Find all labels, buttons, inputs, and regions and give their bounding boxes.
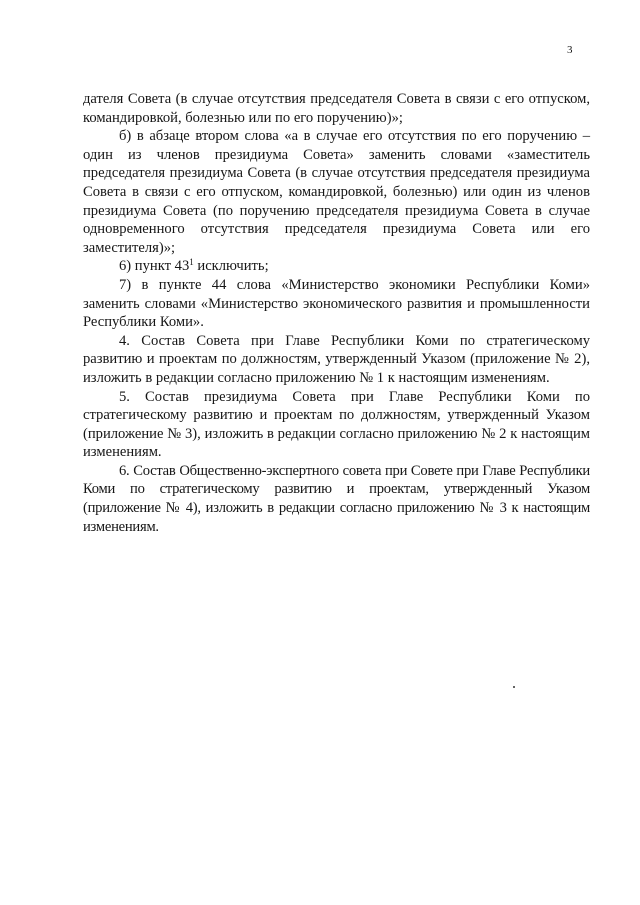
paragraph-section-4: 4. Состав Совета при Главе Республики Коми по стратегическому развитию и проектам по должностям, утвержденный Указом (приложение № 2), изложить в редакции согласно приложению № 1 к настоящим изменениям. bbox=[83, 332, 590, 386]
paragraph-section-5: 5. Состав президиума Совета при Главе Республики Коми по стратегическому развитию и проектам по должностям, утвержденный Указом (приложение № 3), изложить в редакции согласно приложению № 2 к настоящим изменениям. bbox=[83, 388, 590, 461]
paragraph-continuation: дателя Совета (в случае отсутствия председателя Совета в связи с его отпуском, командировкой, болезнью или по его поручению)»; bbox=[83, 91, 590, 126]
item-6-text: 6) пункт 43 bbox=[119, 258, 190, 275]
page-number: 3 bbox=[567, 44, 573, 56]
item-6-superscript: 1 bbox=[189, 257, 194, 268]
paragraph-subitem-b: б) в абзаце втором слова «а в случае его отсутствия по его поручению – один из членов президиума Совета» заменить словами «заместитель председателя президиума Совета (в случае отсутствия председателя президиума Совета в связи с его отпуском, командировкой, болезнью) или один из членов президиума Совета (по поручению председателя президиума Совета в случае одновременного отсутствия председателя президиума Совета или его заместителя)»; bbox=[83, 128, 590, 256]
item-6-text-end: исключить; bbox=[193, 258, 269, 275]
paragraph-item-6 bbox=[83, 257, 590, 276]
paragraph-section-6: 6. Состав Общественно-экспертного совета при Совете при Главе Республики Коми по стратегическому развитию и проектам, утвержденный Указом (приложение № 4), изложить в редакции согласно приложению № 3 к настоящим изменениям. bbox=[83, 462, 590, 535]
paragraph-item-7: 7) в пункте 44 слова «Министерство экономики Республики Коми» заменить словами «Министерство экономического развития и промышленности Республики Коми». bbox=[83, 276, 590, 331]
scan-speck bbox=[513, 686, 515, 688]
document-body bbox=[83, 90, 590, 536]
